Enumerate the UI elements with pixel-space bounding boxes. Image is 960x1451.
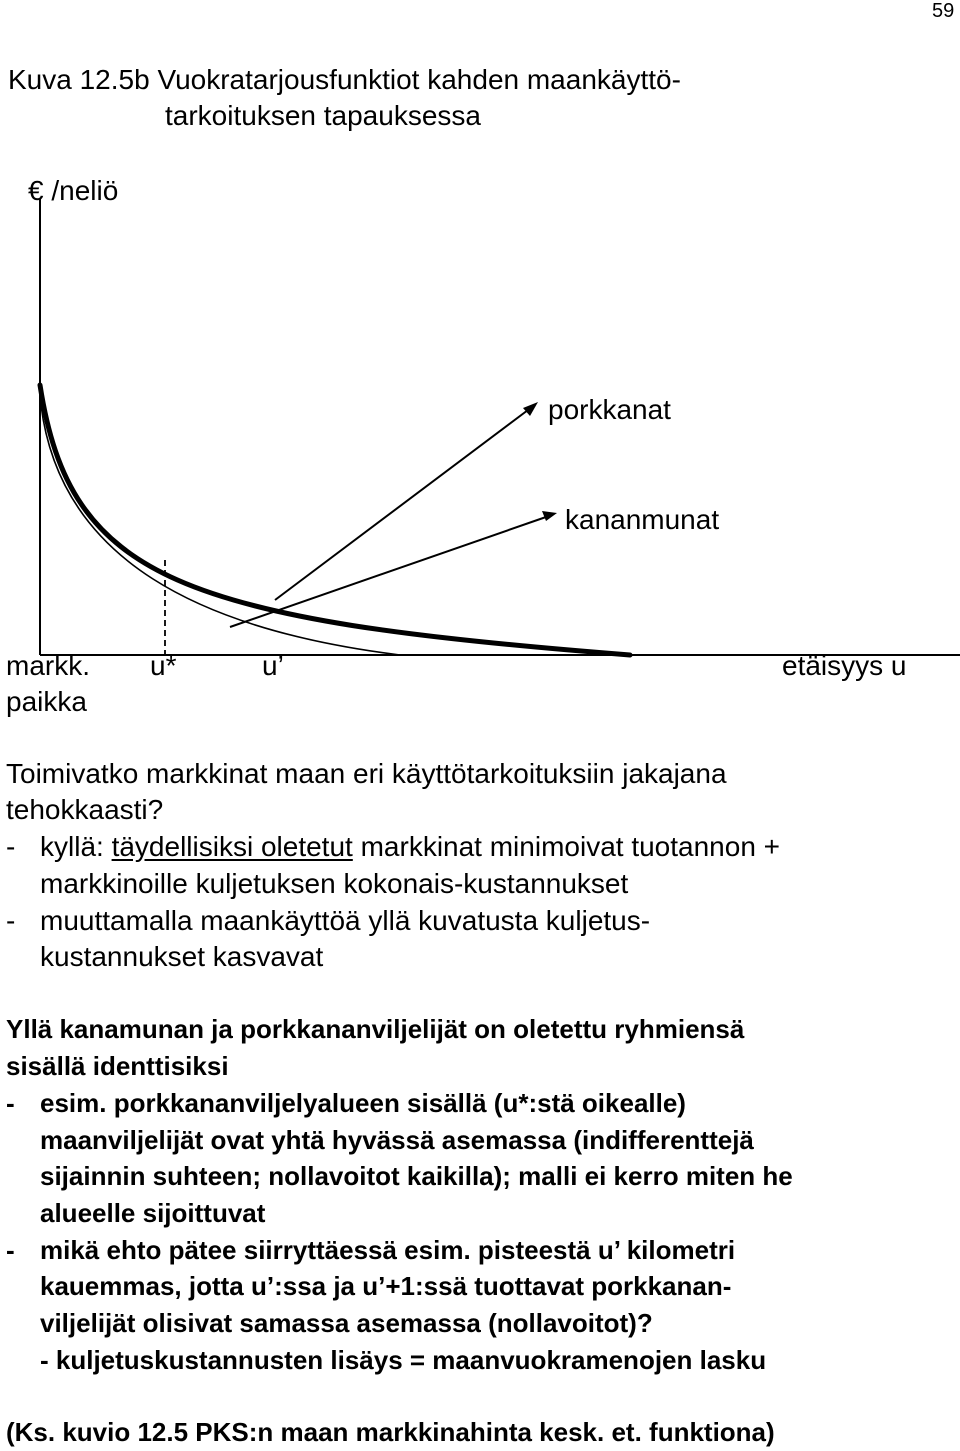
arrow-porkkanat-head	[523, 402, 538, 416]
bid-curve-kananmunat	[41, 405, 400, 655]
x-axis-label: etäisyys u	[782, 650, 907, 681]
bullet-kuljetuskustannukset: - kuljetuskustannusten lisäys = maanvuokramenojen lasku	[40, 1345, 767, 1375]
bullet-esim-line4: alueelle sijoittuvat	[40, 1198, 266, 1228]
bullet-ehto-line1: mikä ehto pätee siirryttäessä esim. pisteestä u’ kilometri	[40, 1235, 736, 1265]
figure-title-line2: tarkoituksen tapauksessa	[165, 100, 481, 131]
label-kananmunat: kananmunat	[565, 504, 720, 535]
page-number: 59	[932, 0, 955, 22]
x-tick-u: u’	[262, 650, 284, 681]
bullet-muuttamalla-line1: muuttamalla maankäyttöä yllä kuvatusta kuljetus-	[40, 905, 651, 936]
y-axis-label: € /neliö	[28, 175, 119, 206]
bullet-muuttamalla-line2: kustannukset kasvavat	[40, 941, 324, 972]
bullet-ehto-line3: viljelijät olisivat samassa asemassa (nollavoitot)?	[40, 1308, 653, 1338]
bullet-ehto-line2: kauemmas, jotta u’:ssa ja u’+1:ssä tuottavat porkkanan-	[40, 1271, 732, 1301]
bullet-dash: -	[6, 1235, 15, 1265]
paragraph-line2: sisällä identtisiksi	[6, 1051, 229, 1081]
figure-title-line1: Kuva 12.5b Vuokratarjousfunktiot kahden maankäyttö-	[8, 64, 681, 95]
bullet-kylla-pre: kyllä:	[40, 831, 112, 862]
x-tick-paikka: paikka	[6, 686, 87, 717]
x-tick-ustar: u*	[150, 650, 177, 681]
x-tick-markk: markk.	[6, 650, 90, 681]
bullet-dash: -	[6, 831, 16, 862]
bullet-esim-line3: sijainnin suhteen; nollavoitot kaikilla); malli ei kerro miten he	[40, 1161, 793, 1191]
bullet-esim-line1: esim. porkkananviljelyalueen sisällä (u*:stä oikealle)	[40, 1088, 686, 1118]
bullet-esim-line2: maanviljelijät ovat yhtä hyvässä asemassa (indifferenttejä	[40, 1125, 754, 1155]
arrow-porkkanat-line	[275, 410, 528, 600]
bullet-kylla-line1	[40, 829, 780, 865]
question-line1: Toimivatko markkinat maan eri käyttötarkoituksiin jakajana	[6, 758, 727, 789]
footer-reference: (Ks. kuvio 12.5 PKS:n maan markkinahinta kesk. et. funktiona)	[6, 1417, 775, 1447]
bullet-dash: -	[6, 1088, 15, 1118]
bullet-dash: -	[6, 905, 16, 936]
paragraph-line1: Yllä kanamunan ja porkkananviljelijät on oletettu ryhmiensä	[6, 1014, 745, 1044]
question-line2: tehokkaasti?	[6, 794, 164, 825]
label-porkkanat: porkkanat	[548, 394, 671, 425]
bullet-kylla-line2: markkinoille kuljetuksen kokonais-kustannukset	[40, 868, 629, 899]
bid-curve-porkkanat	[40, 385, 630, 655]
arrow-kananmunat-line	[230, 517, 546, 627]
bullet-kylla-post: markkinat minimoivat tuotannon +	[352, 831, 781, 862]
arrow-kananmunat-head	[542, 511, 557, 521]
underlined-term: täydellisiksi oletetut	[111, 831, 353, 862]
rent-bid-diagram	[0, 0, 960, 700]
